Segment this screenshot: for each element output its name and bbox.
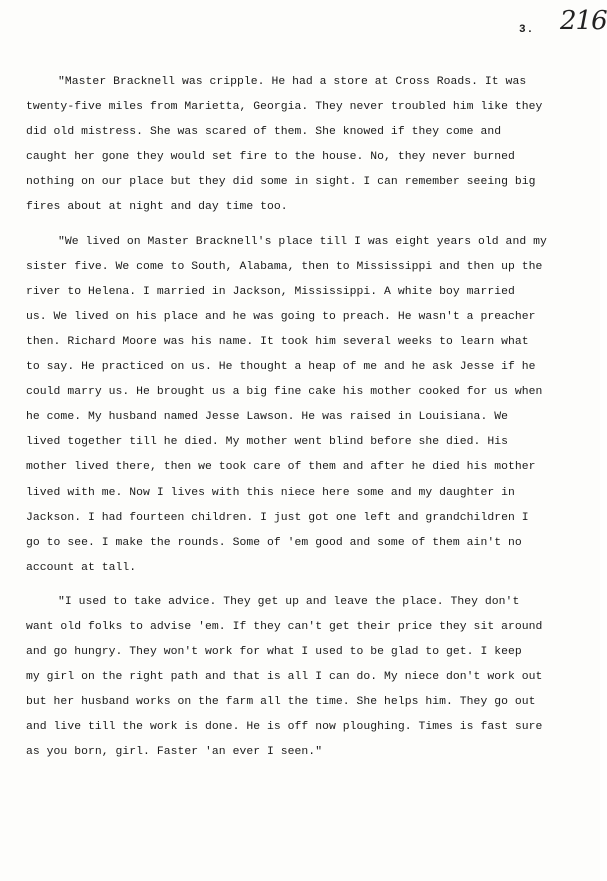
text-line: sister five. We come to South, Alabama, then to Mississippi and then up the (26, 260, 543, 273)
text-line: could marry us. He brought us a big fine cake his mother cooked for us when (26, 386, 543, 399)
text-line: lived with me. Now I lives with this niece here some and my daughter in (26, 486, 515, 499)
text-line: lived together till he died. My mother went blind before she died. His (26, 436, 508, 449)
paragraph-2 (26, 230, 566, 581)
text-line: fires about at night and day time too. (26, 201, 288, 214)
text-line: but her husband works on the farm all the time. She helps him. They go out (26, 696, 536, 709)
text-line: river to Helena. I married in Jackson, Mississippi. A white boy married (26, 285, 515, 298)
text-line: go to see. I make the rounds. Some of 'em good and some of them ain't no (26, 536, 522, 549)
text-line: mother lived there, then we took care of them and after he died his mother (26, 461, 536, 474)
text-line: my girl on the right path and that is all I can do. My niece don't work out (26, 671, 543, 684)
text-line: then. Richard Moore was his name. It took him several weeks to learn what (26, 335, 529, 348)
text-line: and live till the work is done. He is off now ploughing. Times is fast sure (26, 721, 543, 734)
paragraph-1 (26, 70, 566, 221)
text-line: caught her gone they would set fire to the house. No, they never burned (26, 151, 515, 164)
body-text (26, 70, 566, 775)
text-line: did old mistress. She was scared of them. She knowed if they come and (26, 126, 502, 139)
text-line: Jackson. I had fourteen children. I just got one left and grandchildren I (26, 511, 529, 524)
text-line: "Master Bracknell was cripple. He had a store at Cross Roads. It was (58, 76, 527, 88)
text-line: as you born, girl. Faster 'an ever I seen." (26, 746, 323, 759)
text-line: he come. My husband named Jesse Lawson. He was raised in Louisiana. We (26, 411, 508, 424)
handwritten-page-number: 216 (560, 6, 607, 36)
text-line: to say. He practiced on us. He thought a heap of me and he ask Jesse if he (26, 361, 536, 374)
text-line: "I used to take advice. They get up and leave the place. They don't (58, 595, 520, 608)
text-line: want old folks to advise 'em. If they can't get their price they sit around (26, 620, 543, 633)
text-line: nothing on our place but they did some in sight. I can remember seeing big (26, 176, 536, 189)
paragraph-3 (26, 590, 566, 766)
text-line: "We lived on Master Bracknell's place till I was eight years old and my (58, 235, 547, 248)
text-line: and go hungry. They won't work for what I used to be glad to get. I keep (26, 646, 522, 659)
text-line: twenty-five miles from Marietta, Georgia. They never troubled him like they (26, 101, 543, 114)
text-line: us. We lived on his place and he was going to preach. He wasn't a preacher (26, 310, 536, 323)
typed-page-number: 3. (519, 24, 535, 36)
text-line: account at tall. (26, 561, 137, 574)
